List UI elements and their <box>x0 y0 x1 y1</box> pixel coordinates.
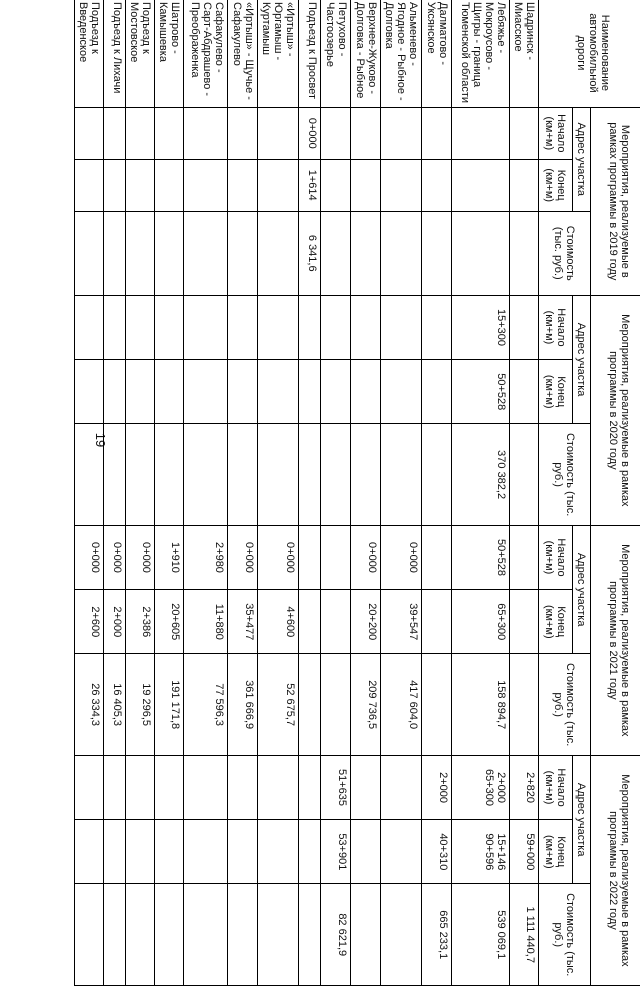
end-header: Конец (км+м) <box>539 590 573 654</box>
road-name-cell: Подъезд к Введенское <box>75 0 104 107</box>
cost-cell <box>381 424 422 525</box>
end-cell: 35+477 <box>228 590 258 654</box>
start-cell <box>155 107 184 159</box>
cost-cell: 539 069,1 <box>452 884 510 986</box>
cost-cell <box>321 211 351 295</box>
start-cell <box>510 525 539 589</box>
start-cell <box>104 295 126 359</box>
start-cell: 0+000 <box>126 525 155 589</box>
road-name-cell: «Иртыш» - Щучье - Сафакулево <box>228 0 258 107</box>
end-cell <box>510 360 539 424</box>
road-name-header: Наименование автомобильной дороги <box>539 0 640 107</box>
road-name-cell: Далматово - Уксянское <box>422 0 452 107</box>
cost-header: Стоимость (тыс. руб.) <box>539 424 591 525</box>
end-cell <box>184 820 228 884</box>
end-cell <box>381 360 422 424</box>
road-name-cell: Сафакулево - Сарт-Абдрашево - Преображенка <box>184 0 228 107</box>
end-cell <box>126 820 155 884</box>
end-cell: 2+386 <box>126 590 155 654</box>
road-name-cell: Верхнее-Жуково - Долговка - Рыбное <box>351 0 381 107</box>
road-name-cell: Лебяжье - Мокроусово - Щигры - граница Тюменской области <box>452 0 510 107</box>
start-cell <box>510 295 539 359</box>
road-name-cell: Альменево - Ягодное - Рыбное - Долговка <box>381 0 422 107</box>
end-cell <box>228 159 258 211</box>
table-row <box>155 0 184 986</box>
start-cell <box>104 755 126 819</box>
start-cell <box>299 295 321 359</box>
end-cell <box>126 360 155 424</box>
table-row <box>510 0 539 986</box>
cost-cell: 1 111 440,7 <box>510 884 539 986</box>
end-cell <box>104 360 126 424</box>
start-cell <box>184 295 228 359</box>
start-header: Начало (км+м) <box>539 525 573 589</box>
cost-cell: 26 334,3 <box>75 654 104 755</box>
start-cell <box>258 755 299 819</box>
start-cell <box>75 755 104 819</box>
end-cell: 39+547 <box>381 590 422 654</box>
year-2019-header: Мероприятия, реализуемые в рамках программы в 2019 году <box>591 107 640 295</box>
start-cell: 2+000 <box>422 755 452 819</box>
cost-header: Стоимость (тыс. руб.) <box>539 654 591 755</box>
table-row <box>126 0 155 986</box>
cost-cell <box>228 424 258 525</box>
end-header: Конец (км+м) <box>539 820 573 884</box>
end-cell <box>228 360 258 424</box>
cost-cell <box>299 424 321 525</box>
cost-cell <box>184 884 228 986</box>
start-cell <box>104 107 126 159</box>
road-program-table <box>74 0 640 986</box>
end-cell: 11+880 <box>184 590 228 654</box>
cost-cell <box>155 884 184 986</box>
start-cell <box>351 295 381 359</box>
start-cell <box>422 295 452 359</box>
end-cell <box>422 590 452 654</box>
start-cell <box>381 755 422 819</box>
road-name-cell: Петухово - Частоозерье <box>321 0 351 107</box>
end-cell: 20+200 <box>351 590 381 654</box>
end-cell <box>184 360 228 424</box>
cost-cell <box>299 884 321 986</box>
cost-cell: 361 666,9 <box>228 654 258 755</box>
start-cell <box>299 525 321 589</box>
cost-cell <box>422 211 452 295</box>
page-number: 19 <box>92 420 108 460</box>
cost-cell: 19 296,5 <box>126 654 155 755</box>
start-cell <box>321 525 351 589</box>
start-cell <box>126 107 155 159</box>
cost-cell <box>351 884 381 986</box>
end-cell: 53+901 <box>321 820 351 884</box>
end-cell <box>381 820 422 884</box>
cost-cell <box>381 211 422 295</box>
end-cell: 65+300 <box>452 590 510 654</box>
end-cell <box>299 590 321 654</box>
road-name-cell: «Иртыш» - Юргамыш - Куртамыш <box>258 0 299 107</box>
cost-header: Стоимость (тыс. руб.) <box>539 211 591 295</box>
cost-cell: 52 675,7 <box>258 654 299 755</box>
cost-cell <box>75 211 104 295</box>
cost-cell <box>351 211 381 295</box>
start-cell <box>126 295 155 359</box>
start-cell <box>228 755 258 819</box>
end-cell <box>299 820 321 884</box>
start-cell: 0+000 <box>351 525 381 589</box>
start-cell <box>381 295 422 359</box>
start-cell <box>155 295 184 359</box>
start-cell <box>452 107 510 159</box>
end-cell <box>155 820 184 884</box>
cost-cell <box>452 211 510 295</box>
start-cell: 2+000 65+300 <box>452 755 510 819</box>
cost-cell <box>321 654 351 755</box>
table-row <box>299 0 321 986</box>
cost-cell: 82 621,9 <box>321 884 351 986</box>
cost-cell <box>321 424 351 525</box>
start-cell <box>381 107 422 159</box>
end-cell <box>155 360 184 424</box>
start-header: Начало (км+м) <box>539 295 573 359</box>
start-cell: 0+000 <box>299 107 321 159</box>
cost-cell <box>126 424 155 525</box>
end-cell <box>351 159 381 211</box>
year-2020-header: Мероприятия, реализуемые в рамках программы в 2020 году <box>591 295 640 525</box>
end-cell <box>299 360 321 424</box>
cost-cell <box>351 424 381 525</box>
start-cell <box>422 525 452 589</box>
address-header: Адрес участка <box>573 295 591 424</box>
start-cell <box>351 755 381 819</box>
end-cell <box>381 159 422 211</box>
end-cell <box>184 159 228 211</box>
end-cell: 20+605 <box>155 590 184 654</box>
end-cell <box>104 159 126 211</box>
cost-cell: 209 736,5 <box>351 654 381 755</box>
start-cell <box>228 295 258 359</box>
table-row <box>258 0 299 986</box>
cost-cell: 370 382,2 <box>452 424 510 525</box>
cost-cell <box>184 424 228 525</box>
cost-cell <box>104 424 126 525</box>
start-cell <box>184 755 228 819</box>
end-cell <box>258 820 299 884</box>
cost-cell: 6 341,6 <box>299 211 321 295</box>
start-cell <box>422 107 452 159</box>
end-cell <box>321 360 351 424</box>
end-cell: 1+614 <box>299 159 321 211</box>
start-cell <box>351 107 381 159</box>
end-cell: 2+600 <box>75 590 104 654</box>
start-cell <box>258 295 299 359</box>
end-cell <box>321 590 351 654</box>
cost-cell <box>422 424 452 525</box>
start-cell <box>258 107 299 159</box>
start-cell <box>228 107 258 159</box>
end-header: Конец (км+м) <box>539 360 573 424</box>
table-row <box>351 0 381 986</box>
road-name-cell: Шатрово - Камышевка <box>155 0 184 107</box>
start-cell <box>75 107 104 159</box>
end-cell <box>510 159 539 211</box>
cost-cell: 158 894,7 <box>452 654 510 755</box>
start-cell <box>155 755 184 819</box>
start-cell <box>184 107 228 159</box>
cost-cell <box>510 424 539 525</box>
road-name-cell: Подъезд к Лихачи <box>104 0 126 107</box>
cost-cell <box>258 211 299 295</box>
cost-cell: 16 405,3 <box>104 654 126 755</box>
start-cell <box>75 295 104 359</box>
table-row <box>321 0 351 986</box>
cost-cell <box>155 424 184 525</box>
end-cell <box>422 159 452 211</box>
end-cell <box>422 360 452 424</box>
road-name-cell: Шадринск - Миасское <box>510 0 539 107</box>
end-cell: 59+000 <box>510 820 539 884</box>
table-row <box>75 0 104 986</box>
table-row <box>184 0 228 986</box>
end-cell: 4+600 <box>258 590 299 654</box>
cost-header: Стоимость (тыс. руб.) <box>539 884 591 986</box>
start-cell: 51+635 <box>321 755 351 819</box>
end-cell <box>258 159 299 211</box>
cost-cell <box>104 884 126 986</box>
cost-cell <box>75 884 104 986</box>
cost-cell <box>422 654 452 755</box>
cost-cell <box>258 884 299 986</box>
table-row <box>422 0 452 986</box>
cost-cell <box>510 654 539 755</box>
end-cell <box>75 360 104 424</box>
start-header: Начало (км+м) <box>539 755 573 819</box>
cost-cell <box>510 211 539 295</box>
start-cell <box>510 107 539 159</box>
start-cell: 15+300 <box>452 295 510 359</box>
cost-cell <box>155 211 184 295</box>
address-header: Адрес участка <box>573 525 591 654</box>
cost-cell <box>258 424 299 525</box>
end-cell <box>75 159 104 211</box>
end-cell <box>228 820 258 884</box>
end-header: Конец (км+м) <box>539 159 573 211</box>
end-cell <box>321 159 351 211</box>
road-name-cell: Подъезд к Мостовское <box>126 0 155 107</box>
start-cell <box>321 107 351 159</box>
cost-cell <box>381 884 422 986</box>
cost-cell: 417 604,0 <box>381 654 422 755</box>
cost-cell <box>104 211 126 295</box>
end-cell: 2+000 <box>104 590 126 654</box>
start-cell: 0+000 <box>381 525 422 589</box>
address-header: Адрес участка <box>573 107 591 211</box>
start-header: Начало (км+м) <box>539 107 573 159</box>
end-cell <box>351 820 381 884</box>
year-2022-header: Мероприятия, реализуемые в рамках программы в 2022 году <box>591 755 640 985</box>
start-cell: 0+000 <box>75 525 104 589</box>
start-cell: 0+000 <box>228 525 258 589</box>
end-cell <box>452 159 510 211</box>
cost-cell: 191 171,8 <box>155 654 184 755</box>
end-cell <box>351 360 381 424</box>
start-cell <box>126 755 155 819</box>
start-cell: 0+000 <box>104 525 126 589</box>
end-cell <box>126 159 155 211</box>
cost-cell <box>299 654 321 755</box>
table-row <box>381 0 422 986</box>
year-2021-header: Мероприятия, реализуемые в рамках программы в 2021 году <box>591 525 640 755</box>
table-row <box>104 0 126 986</box>
end-cell <box>75 820 104 884</box>
start-cell: 0+000 <box>258 525 299 589</box>
start-cell: 2+820 <box>510 755 539 819</box>
end-cell: 50+528 <box>452 360 510 424</box>
cost-cell <box>184 211 228 295</box>
rotated-page <box>1 0 640 986</box>
end-cell: 15+146 90+596 <box>452 820 510 884</box>
cost-cell <box>75 424 104 525</box>
start-cell: 1+910 <box>155 525 184 589</box>
cost-cell: 665 233,1 <box>422 884 452 986</box>
end-cell <box>258 360 299 424</box>
table-row <box>228 0 258 986</box>
cost-cell <box>126 884 155 986</box>
cost-cell <box>228 884 258 986</box>
cost-cell <box>126 211 155 295</box>
start-cell: 50+528 <box>452 525 510 589</box>
table-row <box>452 0 510 986</box>
road-name-cell: Подъезд к Просвет <box>299 0 321 107</box>
end-cell <box>155 159 184 211</box>
start-cell <box>299 755 321 819</box>
start-cell: 2+980 <box>184 525 228 589</box>
cost-cell <box>228 211 258 295</box>
start-cell <box>321 295 351 359</box>
end-cell <box>104 820 126 884</box>
end-cell: 40+310 <box>422 820 452 884</box>
cost-cell: 77 596,3 <box>184 654 228 755</box>
address-header: Адрес участка <box>573 755 591 884</box>
end-cell <box>510 590 539 654</box>
